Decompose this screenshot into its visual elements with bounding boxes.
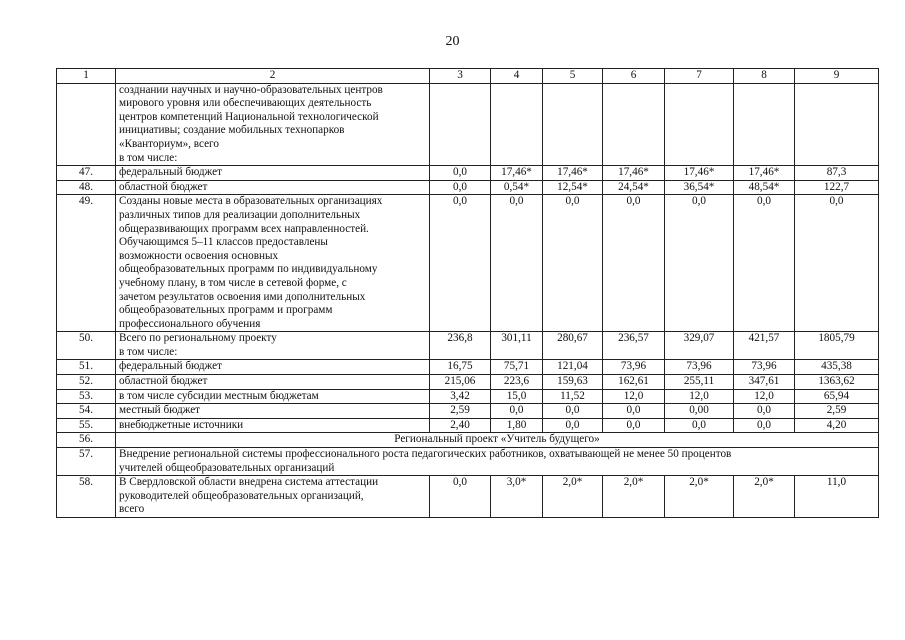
- value-cell: 11,52: [543, 389, 603, 404]
- description-line: «Кванториум», всего: [119, 137, 219, 150]
- value-cell: 3,42: [430, 389, 491, 404]
- value-cell: 1363,62: [795, 375, 879, 390]
- value-cell: 2,0*: [734, 476, 795, 518]
- row-description: [116, 332, 430, 360]
- table-row: [57, 332, 879, 360]
- row-description: [116, 180, 430, 195]
- value-cell: 12,0: [603, 389, 665, 404]
- value-cell: 73,96: [665, 360, 734, 375]
- description-line: Всего по региональному проекту: [119, 332, 277, 345]
- task-description: [116, 448, 879, 476]
- column-number: 2: [116, 69, 430, 84]
- value-cell: 0,0: [430, 180, 491, 195]
- row-description: [116, 476, 430, 518]
- value-cell: 0,0: [795, 195, 879, 332]
- value-cell: 73,96: [603, 360, 665, 375]
- row-description: [116, 166, 430, 181]
- table-row: [57, 404, 879, 419]
- value-cell: [543, 83, 603, 166]
- table-row: [57, 360, 879, 375]
- value-cell: 11,0: [795, 476, 879, 518]
- value-cell: 15,0: [491, 389, 543, 404]
- value-cell: 215,06: [430, 375, 491, 390]
- value-cell: 162,61: [603, 375, 665, 390]
- table-row: [57, 166, 879, 181]
- description-line: Обучающимся 5–11 классов предоставлены: [119, 236, 328, 249]
- value-cell: 0,0: [665, 195, 734, 332]
- column-number: 8: [734, 69, 795, 84]
- description-line: возможности освоения основных: [119, 249, 279, 262]
- value-cell: 12,0: [734, 389, 795, 404]
- row-number: 52.: [57, 375, 116, 390]
- value-cell: 0,0: [603, 195, 665, 332]
- value-cell: 0,0: [430, 476, 491, 518]
- value-cell: 0,0: [430, 166, 491, 181]
- value-cell: 435,38: [795, 360, 879, 375]
- row-number: 57.: [57, 448, 116, 476]
- value-cell: [665, 83, 734, 166]
- description-line: областной бюджет: [119, 180, 208, 193]
- description-line: Внедрение региональной системы профессионального роста педагогических работников, охватывающей не менее 50 процентов: [119, 448, 732, 461]
- value-cell: 3,0*: [491, 476, 543, 518]
- value-cell: 48,54*: [734, 180, 795, 195]
- row-number: 53.: [57, 389, 116, 404]
- column-number: 3: [430, 69, 491, 84]
- row-description: [116, 195, 430, 332]
- value-cell: [795, 83, 879, 166]
- description-line: общеобразовательных программ по индивидуальному: [119, 263, 378, 276]
- value-cell: 236,57: [603, 332, 665, 360]
- value-cell: [603, 83, 665, 166]
- value-cell: 2,0*: [665, 476, 734, 518]
- value-cell: 2,59: [430, 404, 491, 419]
- value-cell: 12,0: [665, 389, 734, 404]
- value-cell: [491, 83, 543, 166]
- row-number: 49.: [57, 195, 116, 332]
- value-cell: 121,04: [543, 360, 603, 375]
- value-cell: 421,57: [734, 332, 795, 360]
- column-number: 1: [57, 69, 116, 84]
- row-number: 48.: [57, 180, 116, 195]
- value-cell: [734, 83, 795, 166]
- value-cell: 122,7: [795, 180, 879, 195]
- description-line: Созданы новые места в образовательных организациях: [119, 195, 383, 208]
- description-line: зачетом результатов освоения ими дополнительных: [119, 290, 366, 303]
- value-cell: 0,0: [543, 404, 603, 419]
- value-cell: 347,61: [734, 375, 795, 390]
- row-description: [116, 418, 430, 433]
- table-row: [57, 180, 879, 195]
- row-description: [116, 389, 430, 404]
- table-row: [57, 418, 879, 433]
- row-number: 51.: [57, 360, 116, 375]
- description-line: различных типов для реализации дополнительных: [119, 208, 361, 221]
- row-number: 47.: [57, 166, 116, 181]
- value-cell: 0,54*: [491, 180, 543, 195]
- description-line: учебному плану, в том числе в сетевой форме, с: [119, 276, 347, 289]
- value-cell: 159,63: [543, 375, 603, 390]
- value-cell: 2,0*: [603, 476, 665, 518]
- column-number: 9: [795, 69, 879, 84]
- value-cell: 1805,79: [795, 332, 879, 360]
- table-body: [57, 83, 879, 517]
- value-cell: 2,40: [430, 418, 491, 433]
- row-description: [116, 375, 430, 390]
- description-line: учителей общеобразовательных организаций: [119, 461, 335, 474]
- value-cell: 329,07: [665, 332, 734, 360]
- table-row: [57, 375, 879, 390]
- description-line: в том числе:: [119, 151, 178, 164]
- value-cell: 301,11: [491, 332, 543, 360]
- value-cell: 17,46*: [665, 166, 734, 181]
- table-row: [57, 195, 879, 332]
- column-number: 6: [603, 69, 665, 84]
- value-cell: 16,75: [430, 360, 491, 375]
- value-cell: 223,6: [491, 375, 543, 390]
- row-number: 58.: [57, 476, 116, 518]
- row-description: [116, 404, 430, 419]
- value-cell: 24,54*: [603, 180, 665, 195]
- value-cell: 17,46*: [603, 166, 665, 181]
- value-cell: 255,11: [665, 375, 734, 390]
- value-cell: 0,0: [491, 404, 543, 419]
- description-line: в том числе субсидии местным бюджетам: [119, 389, 319, 402]
- value-cell: 17,46*: [543, 166, 603, 181]
- row-number: 50.: [57, 332, 116, 360]
- value-cell: 1,80: [491, 418, 543, 433]
- description-line: федеральный бюджет: [119, 360, 222, 373]
- description-line: внебюджетные источники: [119, 418, 244, 431]
- value-cell: 65,94: [795, 389, 879, 404]
- value-cell: 2,59: [795, 404, 879, 419]
- value-cell: 12,54*: [543, 180, 603, 195]
- description-line: в том числе:: [119, 345, 178, 358]
- table-row: [57, 83, 879, 166]
- table-row: [57, 448, 879, 476]
- value-cell: 0,0: [491, 195, 543, 332]
- column-number: 7: [665, 69, 734, 84]
- value-cell: 2,0*: [543, 476, 603, 518]
- value-cell: 17,46*: [734, 166, 795, 181]
- section-title: Региональный проект «Учитель будущего»: [116, 433, 879, 448]
- table-row: [57, 476, 879, 518]
- description-line: инициативы; создание мобильных технопарков: [119, 124, 345, 137]
- row-description: [116, 83, 430, 166]
- column-number: 4: [491, 69, 543, 84]
- description-line: созднании научных и научно-образовательных центров: [119, 83, 383, 96]
- row-number: 55.: [57, 418, 116, 433]
- column-number: 5: [543, 69, 603, 84]
- value-cell: 4,20: [795, 418, 879, 433]
- description-line: всего: [119, 503, 145, 516]
- value-cell: 0,0: [543, 418, 603, 433]
- value-cell: 73,96: [734, 360, 795, 375]
- description-line: мирового уровня или обеспечивающих деятельность: [119, 97, 372, 110]
- value-cell: 0,0: [543, 195, 603, 332]
- value-cell: 0,0: [734, 195, 795, 332]
- value-cell: 0,0: [734, 404, 795, 419]
- description-line: общеразвивающих программ всех направленностей.: [119, 222, 369, 235]
- description-line: профессионального обучения: [119, 317, 261, 330]
- description-line: местный бюджет: [119, 404, 201, 417]
- value-cell: 0,0: [734, 418, 795, 433]
- value-cell: 0,0: [430, 195, 491, 332]
- page-number: 20: [445, 34, 460, 49]
- value-cell: 0,0: [603, 404, 665, 419]
- description-line: федеральный бюджет: [119, 166, 222, 179]
- value-cell: [430, 83, 491, 166]
- column-number-row: [57, 69, 879, 84]
- value-cell: 0,0: [603, 418, 665, 433]
- value-cell: 75,71: [491, 360, 543, 375]
- value-cell: 0,00: [665, 404, 734, 419]
- row-description: [116, 360, 430, 375]
- value-cell: 36,54*: [665, 180, 734, 195]
- value-cell: 0,0: [665, 418, 734, 433]
- row-number: 54.: [57, 404, 116, 419]
- value-cell: 280,67: [543, 332, 603, 360]
- budget-table: [56, 68, 879, 518]
- value-cell: 236,8: [430, 332, 491, 360]
- description-line: руководителей общеобразовательных организаций,: [119, 489, 364, 502]
- row-number: [57, 83, 116, 166]
- row-number: 56.: [57, 433, 116, 448]
- table-row: [57, 389, 879, 404]
- description-line: В Свердловской области внедрена система аттестации: [119, 476, 379, 489]
- description-line: общеобразовательных программ и программ: [119, 304, 333, 317]
- value-cell: 17,46*: [491, 166, 543, 181]
- value-cell: 87,3: [795, 166, 879, 181]
- table-row: [57, 433, 879, 448]
- description-line: центров компетенций Национальной технологической: [119, 110, 379, 123]
- description-line: областной бюджет: [119, 375, 208, 388]
